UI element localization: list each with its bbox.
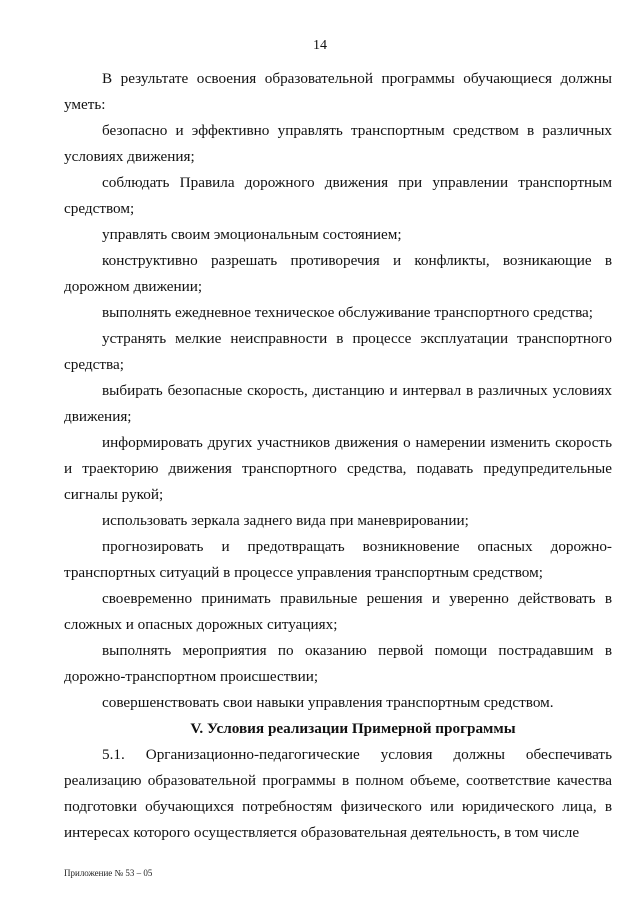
section-heading: V. Условия реализации Примерной программы — [190, 720, 516, 737]
intro-paragraph: В результате освоения образовательной программы обучающиеся должны уметь: — [64, 70, 612, 113]
list-item: выполнять ежедневное техническое обслуживание транспортного средства; — [102, 304, 593, 321]
list-item: управлять своим эмоциональным состоянием; — [102, 226, 402, 243]
skills-list — [64, 118, 612, 716]
list-item: прогнозировать и предотвращать возникновение опасных дорожно-транспортных ситуаций в процессе управления транспортным средством; — [64, 538, 612, 581]
list-item: информировать других участников движения о намерении изменить скорость и траекторию движения транспортного средства, подавать предупредительные сигналы рукой; — [64, 434, 612, 503]
list-item: использовать зеркала заднего вида при маневрировании; — [102, 512, 469, 529]
section-paragraph: 5.1. Организационно-педагогические условия должны обеспечивать реализацию образовательной программы в полном объеме, соответствие качества подготовки обучающихся потребностям физического или юридического лица, в интересах которого осуществляется образовательная деятельность, в том числе — [64, 746, 612, 841]
page-number: 14 — [313, 38, 327, 53]
document-body — [64, 66, 612, 846]
footer-note: Приложение № 53 – 05 — [64, 868, 153, 878]
list-item: совершенствовать свои навыки управления транспортным средством. — [102, 694, 554, 711]
list-item: конструктивно разрешать противоречия и конфликты, возникающие в дорожном движении; — [64, 252, 612, 295]
list-item: выбирать безопасные скорость, дистанцию и интервал в различных условиях движения; — [64, 382, 612, 425]
list-item: безопасно и эффективно управлять транспортным средством в различных условиях движения; — [64, 122, 612, 165]
list-item: своевременно принимать правильные решения и уверенно действовать в сложных и опасных дорожных ситуациях; — [64, 590, 612, 633]
list-item: устранять мелкие неисправности в процессе эксплуатации транспортного средства; — [64, 330, 612, 373]
list-item: выполнять мероприятия по оказанию первой помощи пострадавшим в дорожно-транспортном происшествии; — [64, 642, 612, 685]
list-item: соблюдать Правила дорожного движения при управлении транспортным средством; — [64, 174, 612, 217]
